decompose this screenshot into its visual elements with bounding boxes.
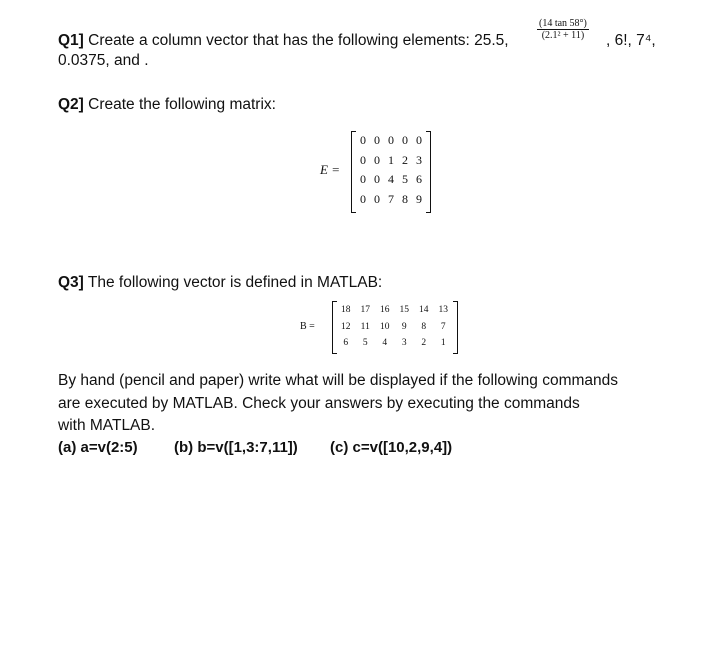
q1-fraction-denominator: (2.1² + 11) bbox=[537, 29, 589, 41]
matrix-b-cell: 16 bbox=[380, 305, 390, 315]
matrix-e-cell: 5 bbox=[402, 172, 408, 186]
q3-paragraph-line2: are executed by MATLAB. Check your answers by executing the commands bbox=[58, 395, 580, 412]
matrix-e-cell: 0 bbox=[416, 133, 422, 147]
matrix-e-cell: 0 bbox=[374, 133, 380, 147]
matrix-b-right-bracket bbox=[453, 301, 458, 354]
q3-label: Q3] bbox=[58, 274, 84, 291]
q3-line bbox=[58, 275, 382, 291]
matrix-e-cell: 0 bbox=[374, 172, 380, 186]
matrix-e-cell: 7 bbox=[388, 191, 394, 206]
matrix-e-cell: 0 bbox=[360, 191, 366, 206]
q2-text: Create the following matrix: bbox=[88, 96, 276, 113]
matrix-b-cell: 15 bbox=[399, 305, 409, 315]
matrix-b-cell: 10 bbox=[380, 321, 390, 332]
q1-text: Create a column vector that has the following elements: 25.5, bbox=[88, 32, 509, 49]
matrix-e-cell: 3 bbox=[416, 152, 422, 167]
command-b-label: (b) bbox=[174, 439, 194, 456]
matrix-b-cell: 13 bbox=[438, 305, 448, 315]
matrix-b-cell: 4 bbox=[382, 338, 388, 348]
matrix-e-cell: 0 bbox=[388, 133, 394, 147]
matrix-e-cell: 0 bbox=[360, 152, 366, 167]
matrix-e-cell: 0 bbox=[402, 133, 408, 147]
matrix-b-cell: 2 bbox=[421, 338, 427, 348]
matrix-b-cell: 9 bbox=[401, 321, 407, 332]
matrix-b-cell: 12 bbox=[341, 321, 351, 332]
matrix-b bbox=[336, 302, 453, 352]
q1-line2: 0.0375, and . bbox=[58, 52, 149, 69]
matrix-e-label: E = bbox=[320, 162, 340, 177]
matrix-b-cell: 6 bbox=[343, 338, 349, 348]
matrix-e-cell: 1 bbox=[388, 152, 394, 167]
command-a bbox=[58, 440, 138, 455]
q2-line bbox=[58, 97, 276, 113]
q3-text: The following vector is defined in MATLAB: bbox=[87, 274, 383, 291]
q3-paragraph-line1: By hand (pencil and paper) write what will be displayed if the following commands bbox=[58, 372, 619, 389]
matrix-b-cell: 7 bbox=[440, 321, 446, 332]
matrix-b-cell: 18 bbox=[341, 305, 351, 315]
command-a-code: a=v(2:5) bbox=[80, 439, 138, 456]
matrix-b-cell: 1 bbox=[440, 338, 446, 348]
matrix-b-cell: 11 bbox=[360, 321, 370, 332]
matrix-b-cell: 14 bbox=[419, 305, 429, 315]
q1-fraction-numerator: (14 tan 58°) bbox=[539, 18, 587, 29]
matrix-b-cell: 3 bbox=[401, 338, 407, 348]
matrix-e-right-bracket bbox=[426, 131, 431, 213]
command-c-label: (c) bbox=[330, 439, 349, 456]
command-c bbox=[330, 440, 452, 455]
q3-paragraph-line3: with MATLAB. bbox=[58, 417, 156, 434]
command-b-code: b=v([1,3:7,11]) bbox=[197, 439, 298, 456]
matrix-e bbox=[356, 131, 426, 209]
matrix-e-cell: 0 bbox=[374, 152, 380, 167]
matrix-b-cell: 5 bbox=[362, 338, 368, 348]
q2-label: Q2] bbox=[58, 96, 84, 113]
q1-fraction bbox=[537, 19, 589, 41]
command-b bbox=[174, 440, 298, 455]
matrix-e-cell: 4 bbox=[388, 172, 394, 186]
command-a-label: (a) bbox=[58, 439, 77, 456]
matrix-b-cell: 17 bbox=[360, 305, 370, 315]
matrix-e-cell: 8 bbox=[402, 191, 408, 206]
command-c-code: c=v([10,2,9,4]) bbox=[352, 439, 453, 456]
matrix-b-label: B = bbox=[300, 321, 315, 332]
matrix-e-cell: 0 bbox=[360, 133, 366, 147]
matrix-e-cell: 9 bbox=[416, 191, 422, 206]
matrix-e-cell: 0 bbox=[360, 172, 366, 186]
q1-label: Q1] bbox=[58, 32, 84, 49]
matrix-e-cell: 0 bbox=[374, 191, 380, 206]
q1-after-fraction: , 6!, 7⁴, bbox=[606, 32, 656, 49]
matrix-e-cell: 2 bbox=[402, 152, 408, 167]
matrix-e-cell: 6 bbox=[416, 172, 422, 186]
q1-line1 bbox=[58, 33, 509, 49]
matrix-b-cell: 8 bbox=[421, 321, 427, 332]
